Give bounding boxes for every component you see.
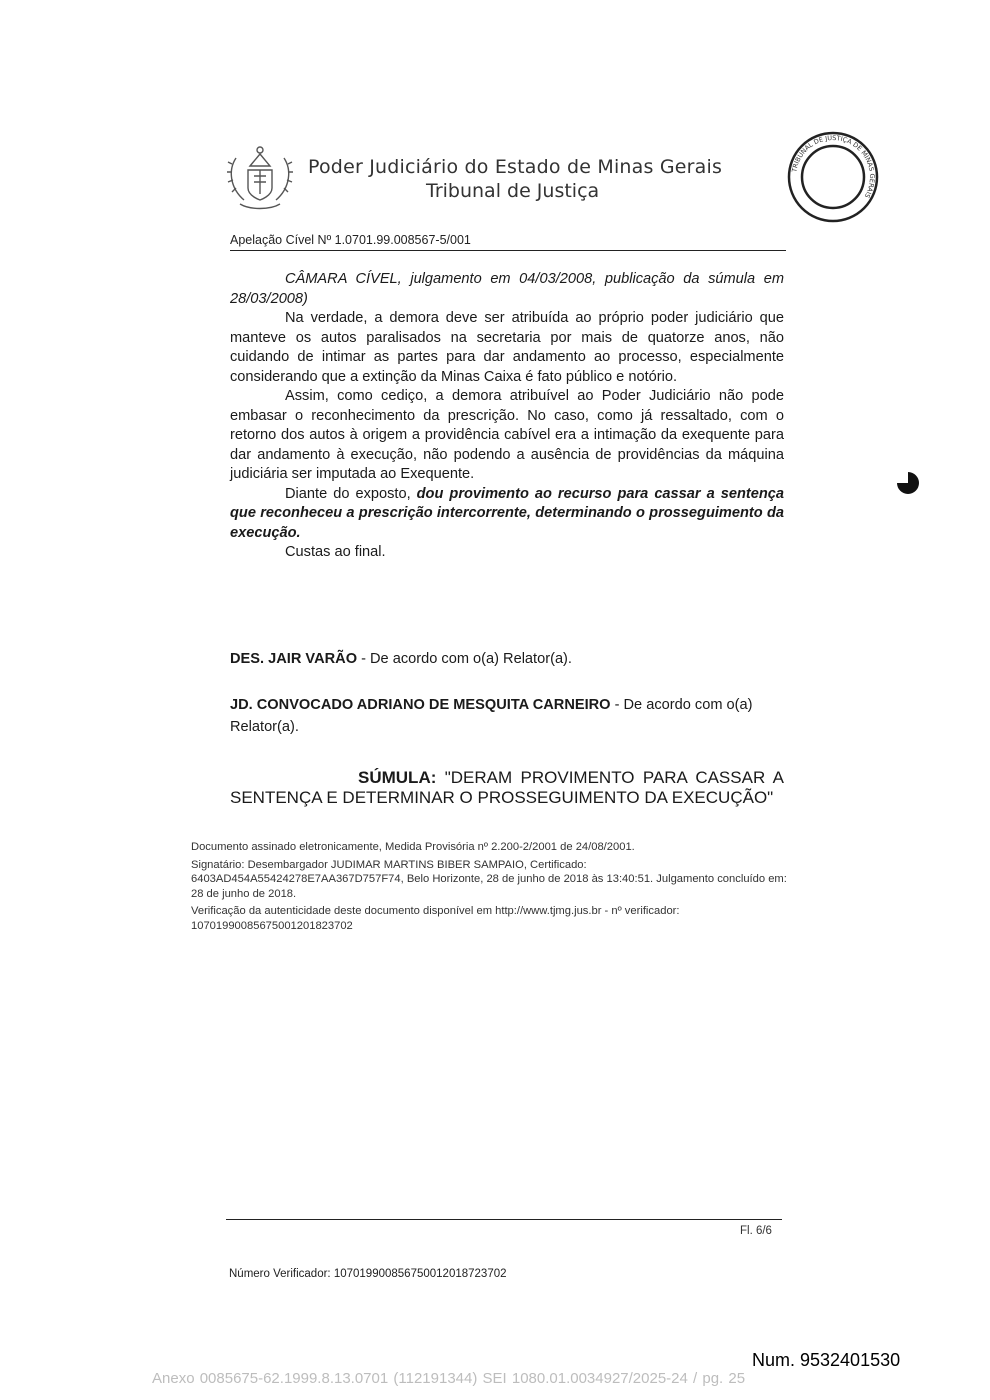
decision-body — [230, 270, 784, 563]
hole-punch-mark — [895, 470, 921, 496]
svg-text:TRIBUNAL DE JUSTIÇA DE MINAS G: TRIBUNAL DE JUSTIÇA DE MINAS GERAIS — [790, 133, 877, 200]
vote-2-text: - De acordo com o(a) Relator(a). — [230, 697, 753, 735]
footer-divider — [226, 1219, 782, 1220]
court-seal-stamp — [786, 130, 880, 224]
vote-1-text: - De acordo com o(a) Relator(a). — [357, 651, 572, 667]
sumula-text: "DERAM PROVIMENTO PARA CASSAR A SENTENÇA E DETERMINAR O PROSSEGUIMENTO DA EXECUÇÃO" — [230, 768, 784, 807]
signature-block — [191, 840, 791, 937]
tribunal-name: Tribunal de Justiça — [426, 180, 600, 202]
verifier-number: Número Verificador: 10701990085675001201872370​2 — [229, 1268, 507, 1280]
court-name: Poder Judiciário do Estado de Minas Gerais — [308, 156, 723, 178]
paragraph-2: Assim, como cediço, a demora atribuível ao Poder Judiciário não pode embasar o reconhecimento da prescrição. No caso, como já ressaltado, com o retorno dos autos à origem a providência cabível era a intimação da exequente para dar andamento à execução, não podendo a ausência de providências da máquina judiciária ser imputada ao Exequente. — [230, 388, 784, 482]
case-reference: Apelação Cível Nº 1.0701.99.008567-5/001 — [230, 233, 471, 247]
sumula-label: SÚMULA: — [358, 768, 437, 787]
signature-line-2: Signatário: Desembargador JUDIMAR MARTINS BIBER SAMPAIO, Certificado: 6403AD454A55424278E7AA367D757F74, Belo Horizonte, 28 de junho de 2018 às 13:40:51. Julgamento concluído em: 28 de junho de 2018. — [191, 858, 787, 900]
vote-2-name: JD. CONVOCADO ADRIANO DE MESQUITA CARNEIRO — [230, 697, 611, 713]
header-divider — [230, 250, 786, 251]
paragraph-3 — [230, 485, 784, 544]
vote-1 — [230, 651, 784, 667]
coat-of-arms-icon — [222, 140, 298, 216]
document-number: Num. 9532401530 — [752, 1350, 901, 1370]
costs-text: Custas ao final. — [285, 544, 386, 560]
paragraph-1: Na verdade, a demora deve ser atribuída ao próprio poder judiciário que manteve os autos paralisados na secretaria por mais de quatorze anos, não cuidando de intimar as partes para dar andamento ao processo, especialmente considerando que a extinção da Minas Caixa é fato público e notório. — [230, 310, 784, 385]
citation-text: CÂMARA CÍVEL, julgamento em 04/03/2008, publicação da súmula em 28/03/2008) — [230, 271, 784, 307]
annex-footer: Anexo 0085675-62.1999.8.13.0701 (112191344) SEI 1080.01.0034927/2025-24 / pg. 25 — [152, 1370, 746, 1387]
sumula — [230, 768, 784, 808]
vote-2 — [230, 694, 784, 738]
vote-1-name: DES. JAIR VARÃO — [230, 651, 358, 667]
decision-text: dou provimento ao recurso para cassar a sentença que reconheceu a prescrição intercorrente, determinando o prosseguimento da execução. — [230, 485, 784, 541]
signature-line-1: Documento assinado eletronicamente, Medida Provisória nº 2.200-2/2001 de 24/08/2001. — [191, 841, 635, 853]
folio-number: Fl. 6/6 — [740, 1225, 772, 1237]
paragraph-3-intro: Diante do exposto, — [285, 485, 417, 502]
signature-line-3: Verificação da autenticidade deste documento disponível em http://www.tjmg.jus.br - nº verificador: 1070199008567500120182370​2 — [191, 905, 680, 932]
